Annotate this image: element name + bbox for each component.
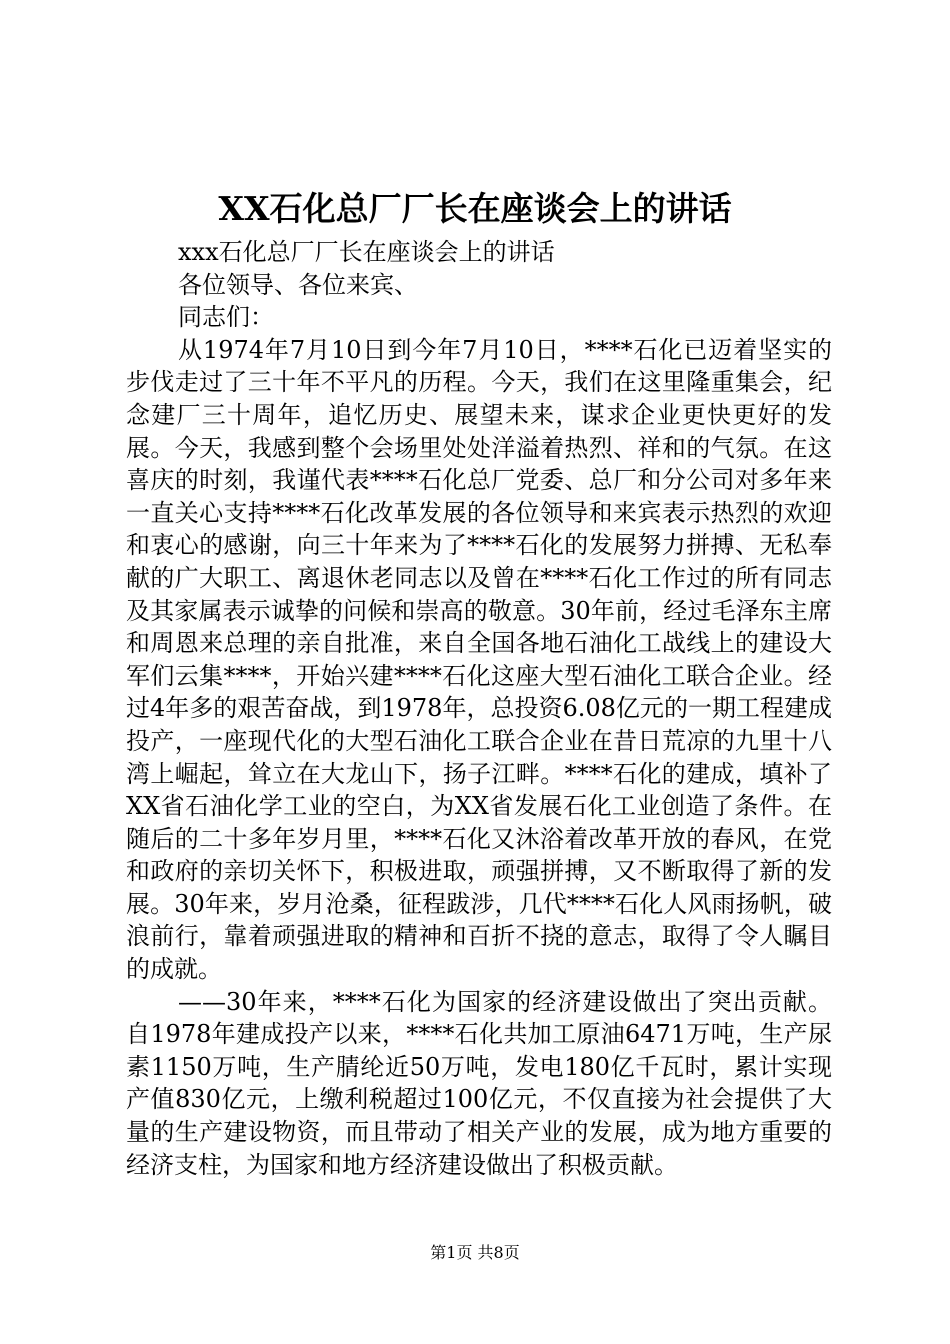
- document-body: [126, 236, 832, 1181]
- page-number-footer: 第1页 共8页: [430, 1243, 520, 1262]
- page-title: XX石化总厂厂长在座谈会上的讲话: [218, 189, 732, 228]
- paragraph-2: ——30年来，****石化为国家的经济建设做出了突出贡献。自1978年建成投产以来，****石化共加工原油6471万吨，生产尿素1150万吨，生产腈纶近50万吨，发电180亿千瓦时，累计实现产值830亿元，上缴利税超过100亿元，不仅直接为社会提供了大量的生产建设物资，而且带动了相关产业的发展，成为地方重要的经济支柱，为国家和地方经济建设做出了积极贡献。: [126, 987, 832, 1179]
- salutation-line-2: 同志们：: [178, 303, 274, 332]
- salutation-line-1: 各位领导、各位来宾、: [178, 270, 418, 299]
- paragraph-1: 从1974年7月10日到今年7月10日，****石化已迈着坚实的步伐走过了三十年不平凡的历程。今天，我们在这里隆重集会，纪念建厂三十周年，追忆历史、展望未来，谋求企业更快更好的发展。今天，我感到整个会场里处处洋溢着热烈、祥和的气氛。在这喜庆的时刻，我谨代表****石化总厂党委、总厂和分公司对多年来一直关心支持****石化改革发展的各位领导和来宾表示热烈的欢迎和衷心的感谢，向三十年来为了****石化的发展努力拼搏、无私奉献的广大职工、离退休老同志以及曾在****石化工作过的所有同志及其家属表示诚挚的问候和崇高的敬意。30年前，经过毛泽东主席和周恩来总理的亲自批准，来自全国各地石油化工战线上的建设大军们云集****，开始兴建****石化这座大型石油化工联合企业。经过4年多的艰苦奋战，到1978年，总投资6.08亿元的一期工程建成投产，一座现代化的大型石油化工联合企业在昔日荒凉的九里十八湾上崛起，耸立在大龙山下，扬子江畔。****石化的建成，填补了XX省石油化学工业的空白，为XX省发展石化工业创造了条件。在随后的二十多年岁月里，****石化又沐浴着改革开放的春风，在党和政府的亲切关怀下，积极进取，顽强拼搏，又不断取得了新的发展。30年来，岁月沧桑，征程跋涉，几代****石化人风雨扬帆，破浪前行，靠着顽强进取的精神和百折不挠的意志，取得了令人瞩目的成就。: [126, 335, 832, 984]
- document-subtitle: xxx石化总厂厂长在座谈会上的讲话: [178, 238, 555, 266]
